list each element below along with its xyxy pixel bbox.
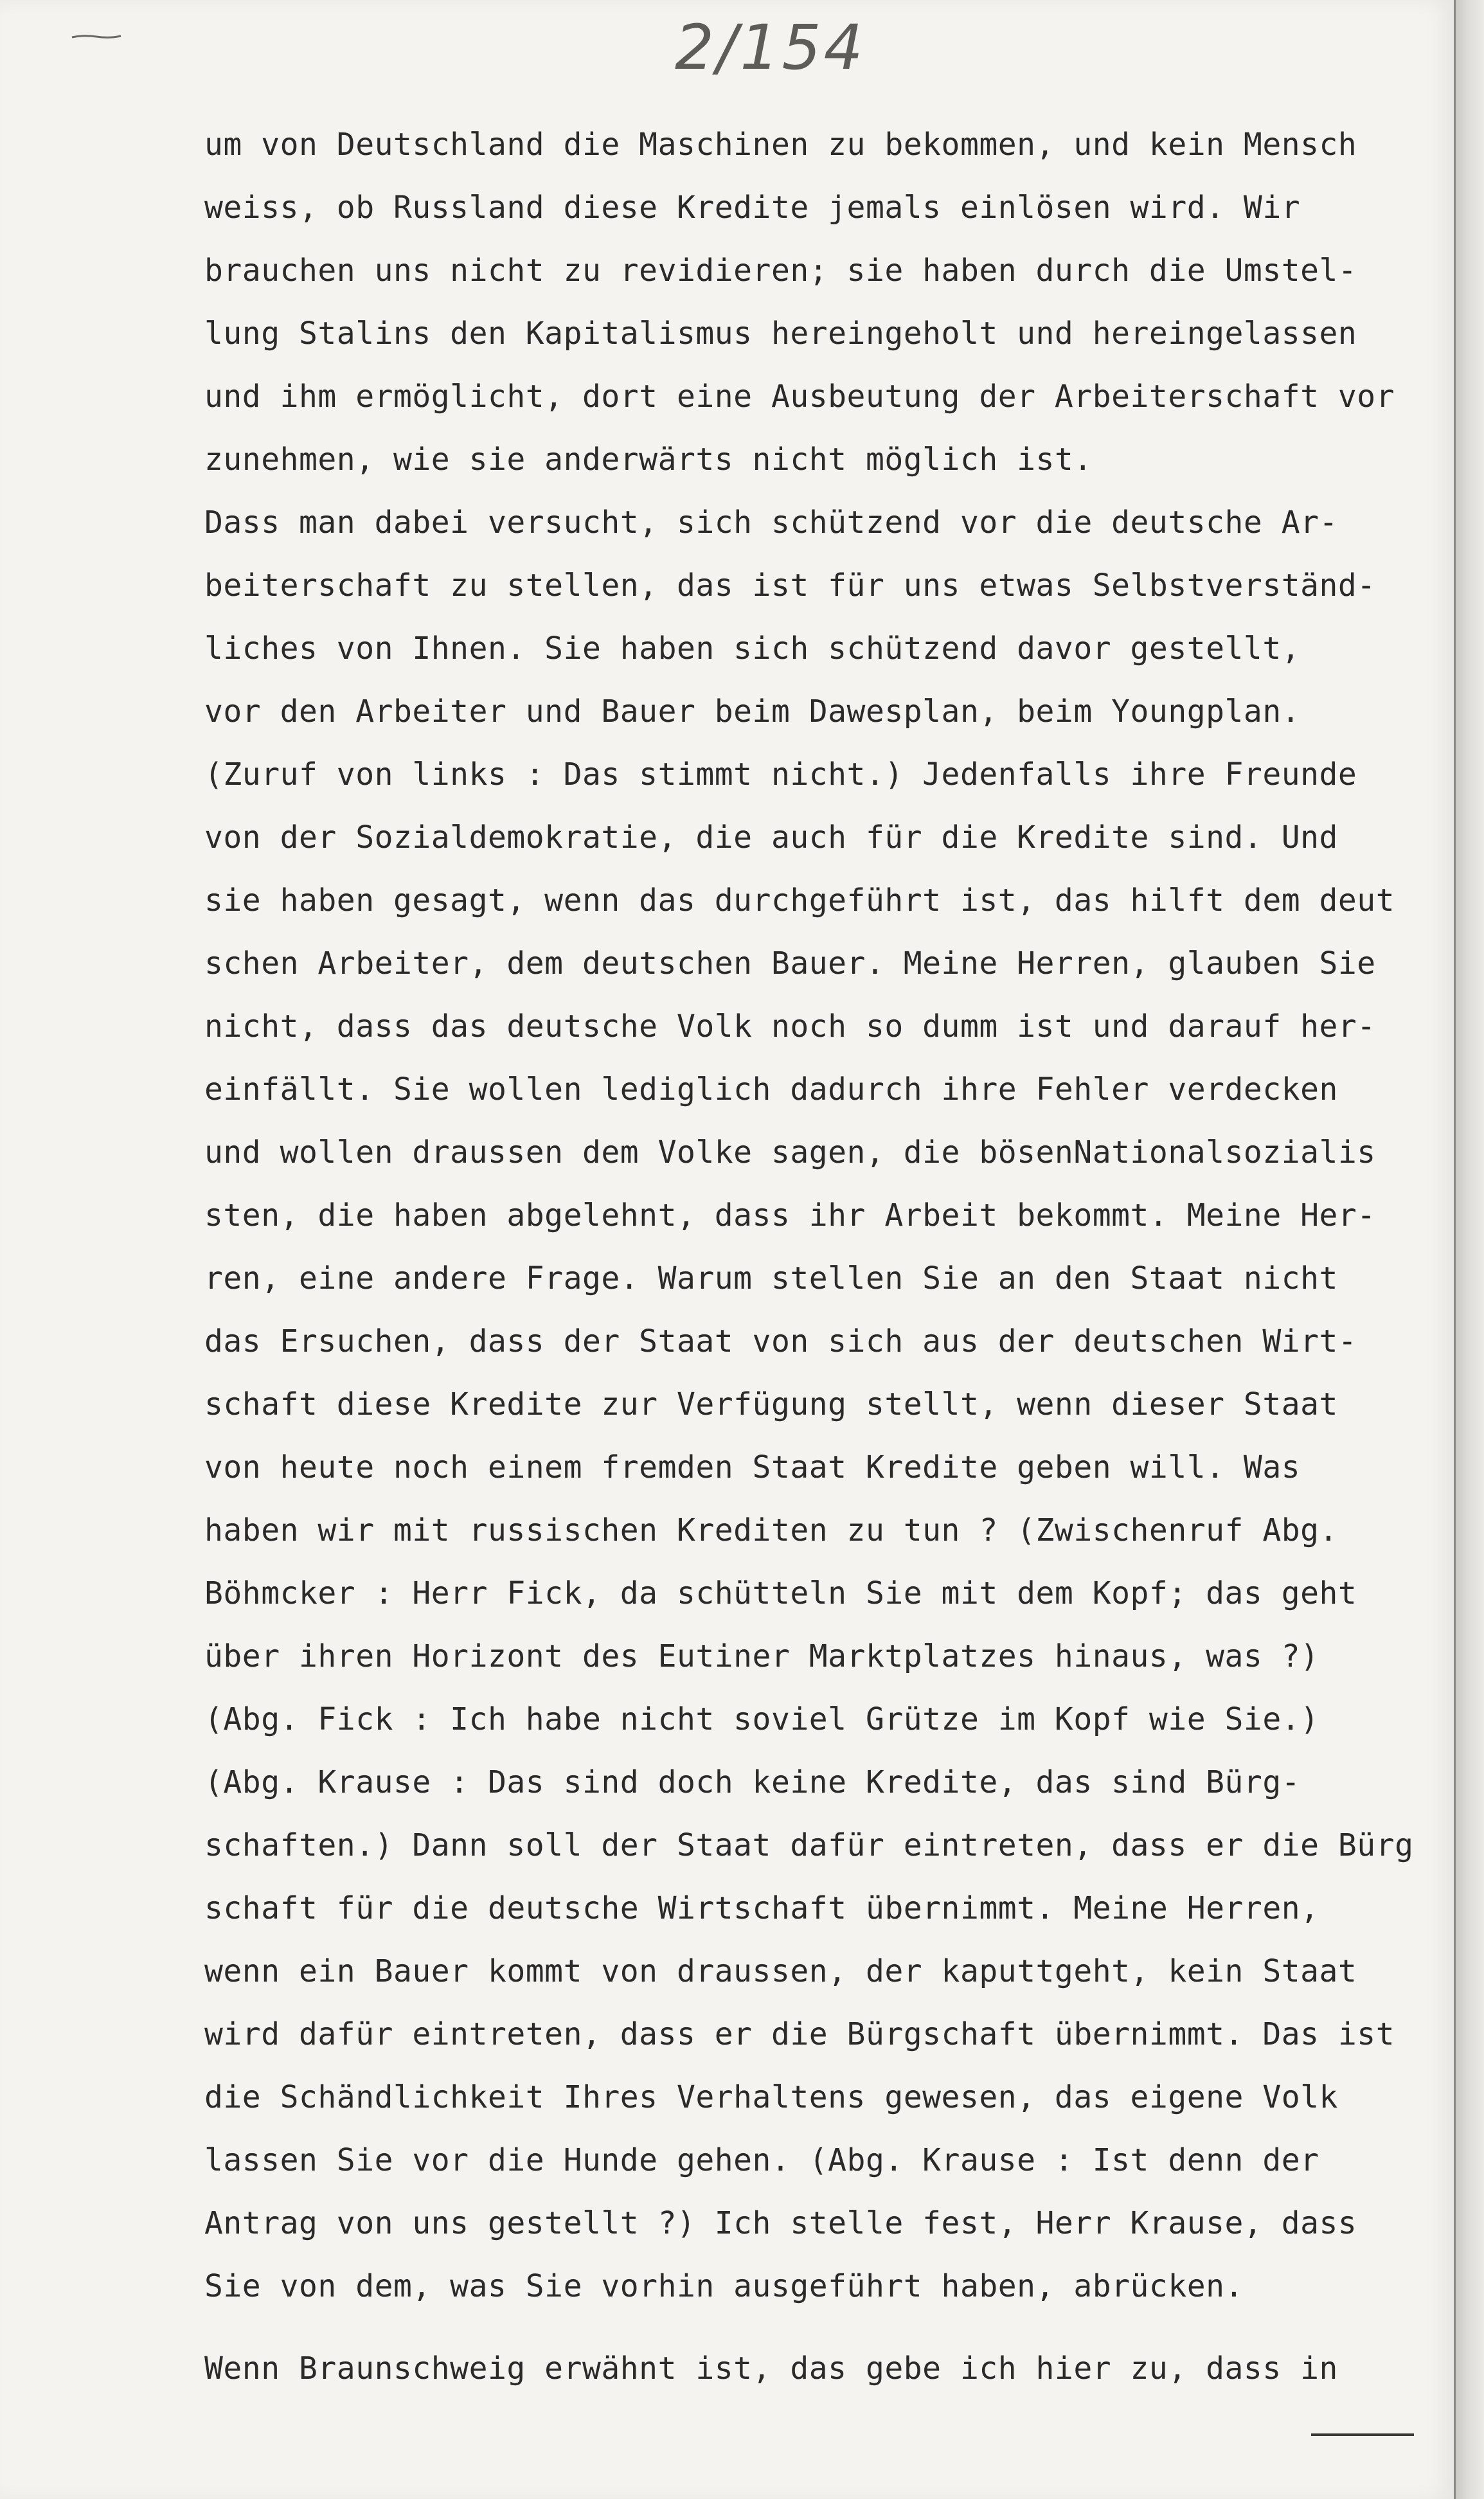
text-line: von heute noch einem fremden Staat Kredite geben will. Was <box>204 1449 1301 1485</box>
handwritten-page-number: 2/154 <box>675 12 866 84</box>
text-line: schaften.) Dann soll der Staat dafür eintreten, dass er die Bürg <box>204 1827 1414 1863</box>
text-line: lung Stalins den Kapitalismus hereingeholt und hereingelassen <box>204 316 1357 352</box>
text-line: schaft für die deutsche Wirtschaft übernimmt. Meine Herren, <box>204 1890 1319 1926</box>
text-line: um von Deutschland die Maschinen zu bekommen, und kein Mensch <box>204 127 1357 163</box>
text-line: und ihm ermöglicht, dort eine Ausbeutung der Arbeiterschaft vor <box>204 379 1395 415</box>
text-line: über ihren Horizont des Eutiner Marktplatzes hinaus, was ?) <box>204 1638 1319 1674</box>
text-line: sten, die haben abgelehnt, dass ihr Arbeit bekommt. Meine Her- <box>204 1197 1376 1233</box>
text-line: (Zuruf von links : Das stimmt nicht.) Jedenfalls ihre Freunde <box>204 757 1357 793</box>
text-line: nicht, dass das deutsche Volk noch so dumm ist und darauf her- <box>204 1008 1376 1044</box>
text-line: lassen Sie vor die Hunde gehen. (Abg. Krause : Ist denn der <box>204 2142 1319 2178</box>
text-line: wenn ein Bauer kommt von draussen, der kaputtgeht, kein Staat <box>204 1953 1357 1989</box>
text-line: Dass man dabei versucht, sich schützend vor die deutsche Ar- <box>204 505 1338 541</box>
text-line: das Ersuchen, dass der Staat von sich aus der deutschen Wirt- <box>204 1323 1357 1359</box>
binding-edge <box>1456 0 1484 2499</box>
text-line: brauchen uns nicht zu revidieren; sie haben durch die Umstel- <box>204 253 1357 289</box>
stray-ink-mark <box>71 33 122 40</box>
text-line: Wenn Braunschweig erwähnt ist, das gebe ich hier zu, dass in <box>204 2351 1338 2387</box>
text-line: Antrag von uns gestellt ?) Ich stelle fest, Herr Krause, dass <box>204 2205 1357 2241</box>
text-line: von der Sozialdemokratie, die auch für die Kredite sind. Und <box>204 820 1338 855</box>
text-line: (Abg. Fick : Ich habe nicht soviel Grütze im Kopf wie Sie.) <box>204 1701 1319 1737</box>
text-line: und wollen draussen dem Volke sagen, die bösenNationalsozialis <box>204 1134 1376 1170</box>
text-line: Böhmcker : Herr Fick, da schütteln Sie mit dem Kopf; das geht <box>204 1575 1357 1611</box>
text-line: vor den Arbeiter und Bauer beim Dawesplan, beim Youngplan. <box>204 694 1301 730</box>
text-line: Sie von dem, was Sie vorhin ausgeführt haben, abrücken. <box>204 2268 1244 2304</box>
text-line: weiss, ob Russland diese Kredite jemals einlösen wird. Wir <box>204 190 1301 226</box>
text-line: einfällt. Sie wollen lediglich dadurch ihre Fehler verdecken <box>204 1071 1338 1107</box>
text-line: schen Arbeiter, dem deutschen Bauer. Meine Herren, glauben Sie <box>204 945 1376 981</box>
text-line: wird dafür eintreten, dass er die Bürgschaft übernimmt. Das ist <box>204 2016 1395 2052</box>
text-line: (Abg. Krause : Das sind doch keine Kredite, das sind Bürg- <box>204 1764 1301 1800</box>
text-line: die Schändlichkeit Ihres Verhaltens gewesen, das eigene Volk <box>204 2079 1338 2115</box>
text-line: sie haben gesagt, wenn das durchgeführt ist, das hilft dem deut <box>204 882 1395 918</box>
text-line: beiterschaft zu stellen, das ist für uns etwas Selbstverständ- <box>204 568 1376 604</box>
closing-rule-divider <box>1311 2433 1414 2436</box>
text-line: liches von Ihnen. Sie haben sich schützend davor gestellt, <box>204 631 1301 667</box>
text-line: haben wir mit russischen Krediten zu tun ? (Zwischenruf Abg. <box>204 1512 1338 1548</box>
text-line: ren, eine andere Frage. Warum stellen Sie an den Staat nicht <box>204 1260 1338 1296</box>
typewritten-text-body <box>204 113 1445 2400</box>
text-line: zunehmen, wie sie anderwärts nicht möglich ist. <box>204 442 1093 478</box>
text-line: schaft diese Kredite zur Verfügung stellt, wenn dieser Staat <box>204 1386 1338 1422</box>
